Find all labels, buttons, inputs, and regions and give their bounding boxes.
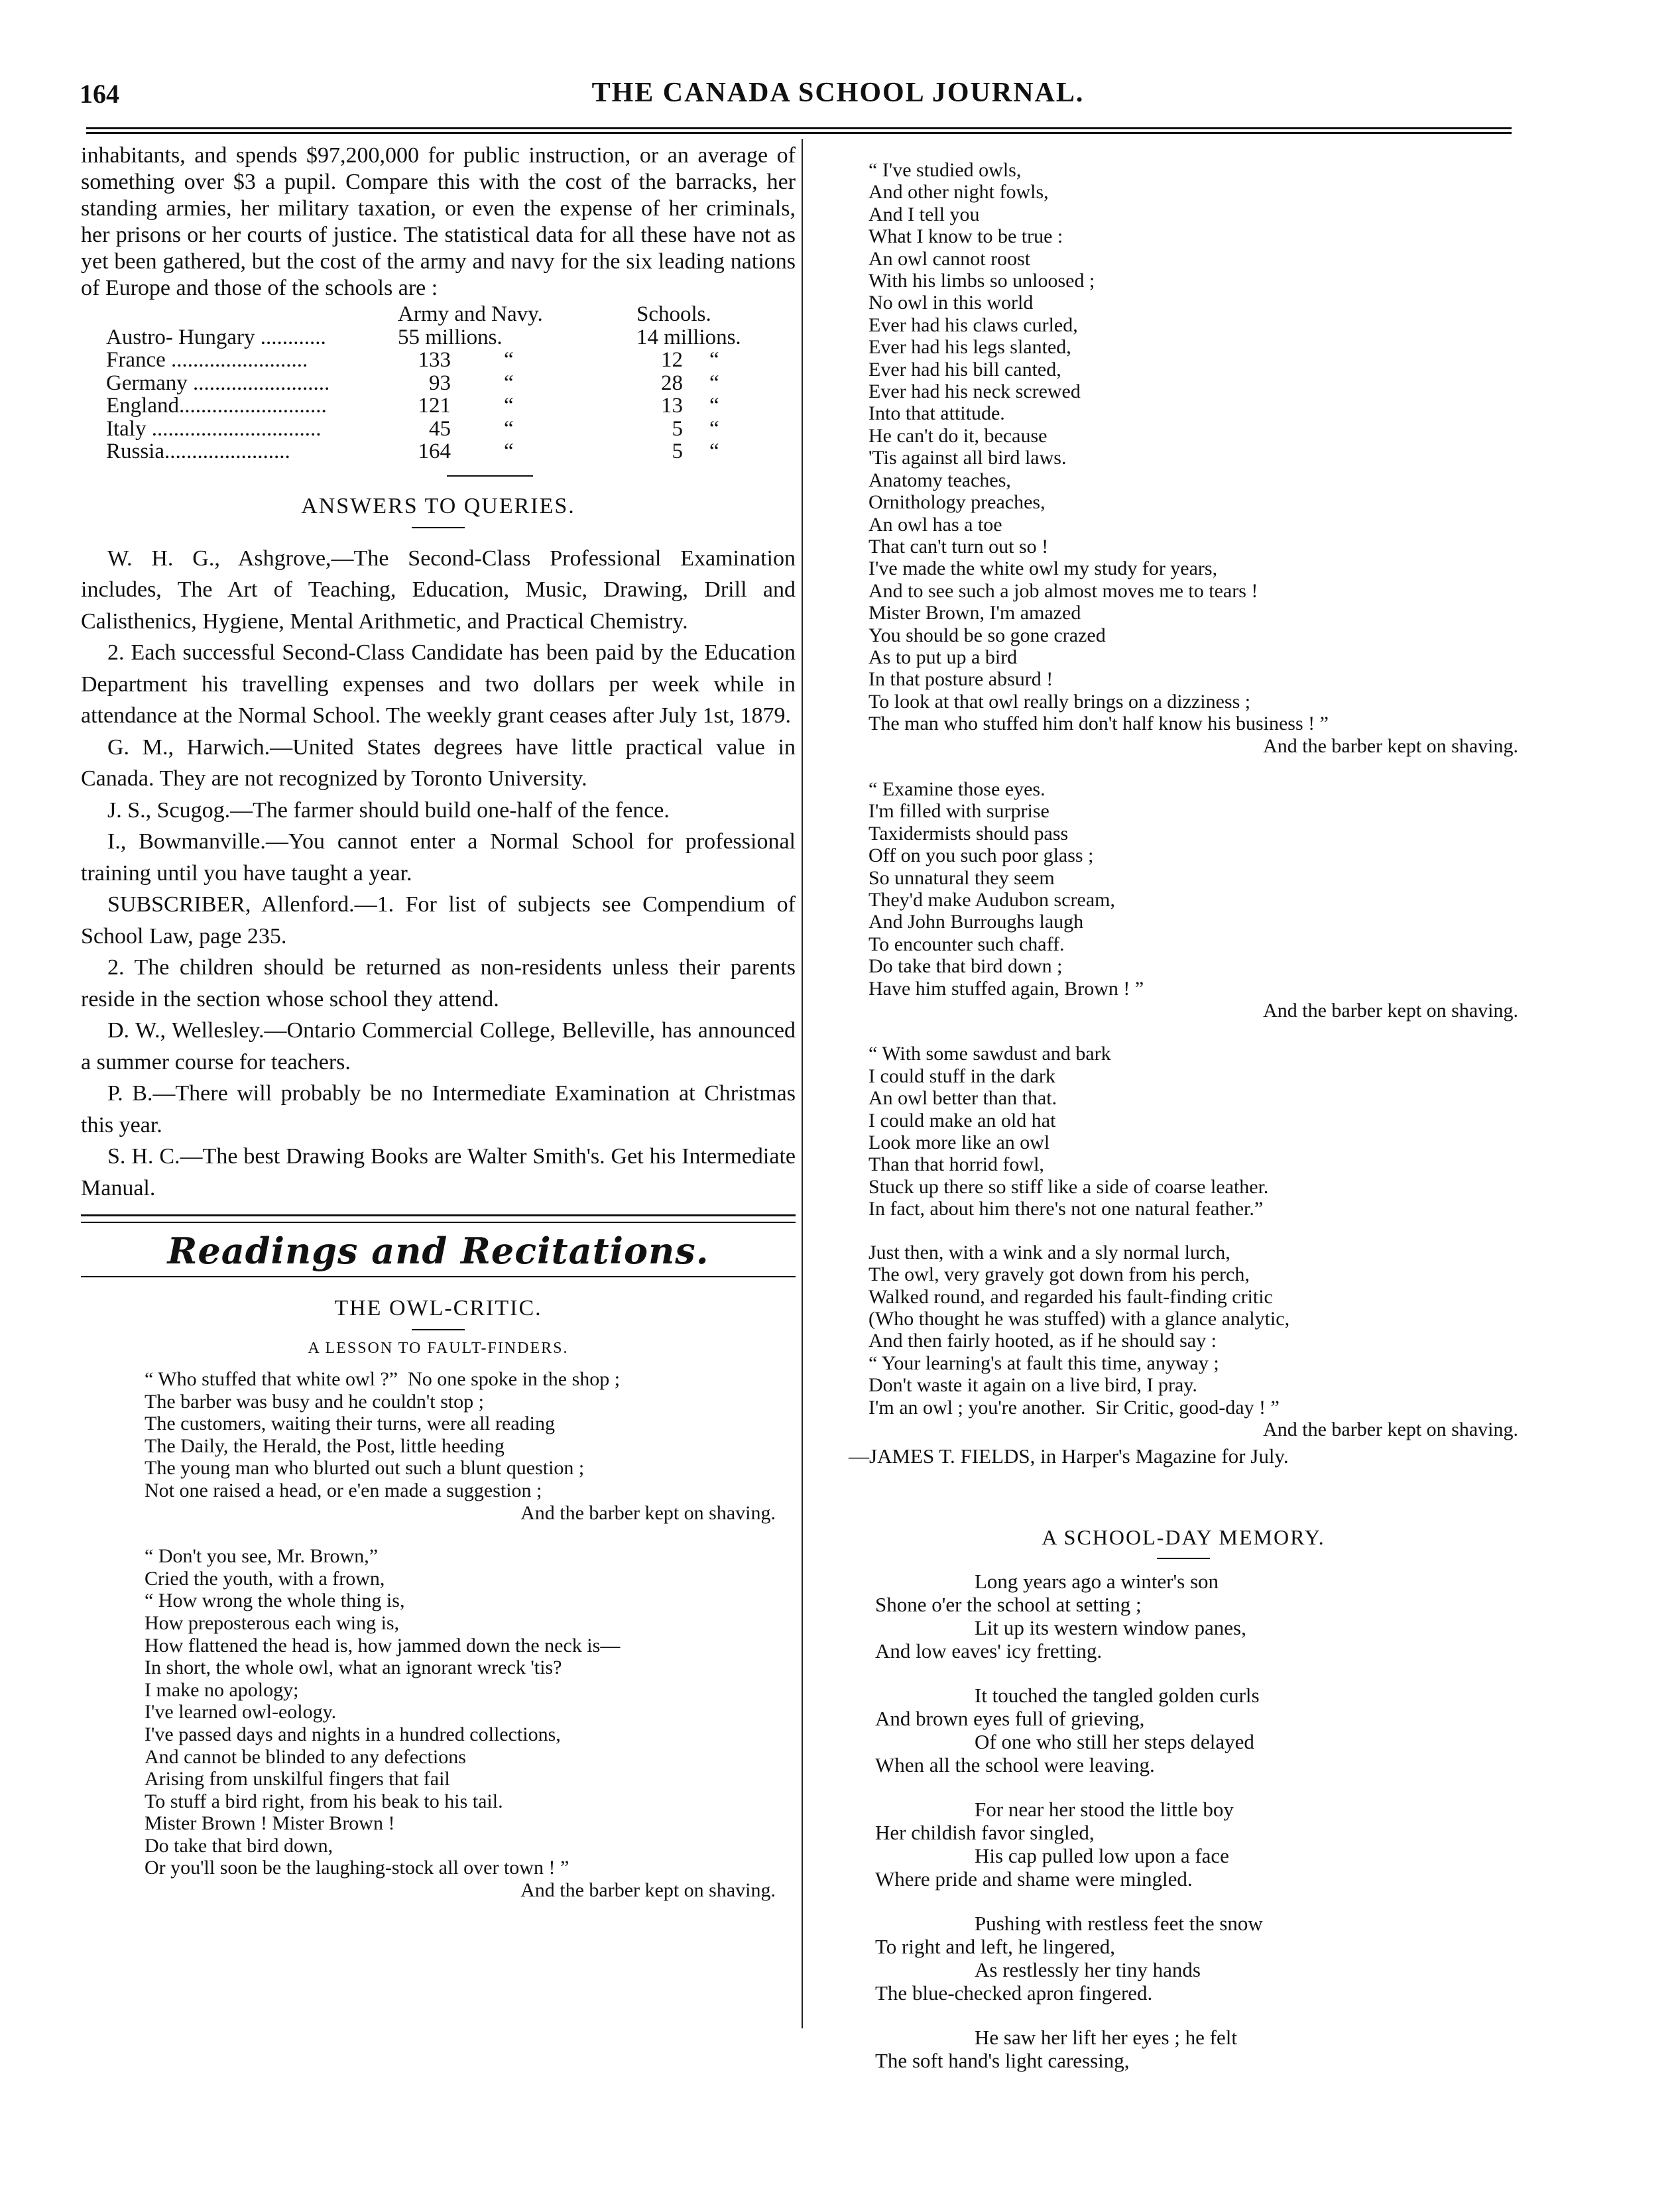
- memory-title-rule: [1157, 1558, 1210, 1559]
- army-cell: 55 millions.: [398, 325, 503, 349]
- army-schools-table: [106, 303, 741, 463]
- refrain-line: And the barber kept on shaving.: [1263, 1418, 1518, 1440]
- stanza-text: “ Who stuffed that white owl ?” No one spoke in the shop ; The barber was busy and he couldn't stop ; The customers, waiting their turns, were all reading The Daily, the Herald, the Post, little heeding The young man who blurted out such a blunt question ; Not one raised a head, or e'en made a suggestion ;: [145, 1368, 621, 1501]
- stanza-text: “ I've studied owls, And other night fowls, And I tell you What I know to be true : An owl cannot roost With his limbs so unloosed ; No owl in this world Ever had his claws curled, Ever had his legs slanted, Ever had his bill canted, Ever had his neck screwed Into that attitude. He can't do it, because 'Tis against all bird laws. Anatomy teaches, Ornithology preaches, An owl has a toe That can't turn out so ! I've made the white owl my study for years, And to see such a job almost moves me to tears ! Mister Brown, I'm amazed You should be so gone crazed As to put up a bird In that posture absurd ! To look at that owl really brings on a dizziness ; The man who stuffed him don't half know his business ! ”: [868, 159, 1329, 735]
- journal-title: THE CANADA SCHOOL JOURNAL.: [591, 78, 1085, 108]
- table-row: [106, 372, 741, 395]
- section-double-rule: [81, 1214, 796, 1223]
- answers-heading-rule: [412, 527, 465, 528]
- table-row: [106, 349, 741, 372]
- nation-cell: England...........................: [106, 394, 327, 418]
- page-number: 164: [80, 79, 119, 109]
- header-double-rule: [86, 127, 1512, 134]
- ditto-mark: “: [504, 416, 514, 441]
- owl-title-rule: [412, 1329, 465, 1330]
- army-cell: 45: [429, 416, 451, 441]
- table-row: [106, 326, 741, 349]
- memory-line: Long years ago a winter's son: [975, 1570, 1219, 1594]
- ditto-mark: “: [504, 348, 514, 372]
- nation-cell: Austro- Hungary ............: [106, 325, 326, 349]
- header-schools: Schools.: [636, 302, 711, 326]
- ditto-mark: “: [504, 394, 514, 418]
- answer-item: SUBSCRIBER, Allenford.—1. For list of subjects see Compendium of School Law, page 235.: [81, 892, 796, 949]
- answer-item: S. H. C.—The best Drawing Books are Walter Smith's. Get his Intermediate Manual.: [81, 1144, 796, 1200]
- owl-critic-subtitle: A LESSON TO FAULT-FINDERS.: [308, 1340, 569, 1357]
- memory-stanza: [849, 1912, 1518, 2005]
- schools-cell: 13: [661, 394, 683, 418]
- table-header-row: [106, 303, 741, 326]
- memory-line: As restlessly her tiny hands: [975, 1958, 1201, 1982]
- refrain-line: And the barber kept on shaving.: [520, 1879, 776, 1902]
- memory-stanza: [849, 1570, 1518, 1662]
- answer-item: P. B.—There will probably be no Intermediate Examination at Christmas this year.: [81, 1081, 796, 1137]
- schools-cell: 5: [672, 416, 683, 441]
- poem-stanza: [849, 1043, 1518, 1220]
- right-column: [849, 159, 1518, 2093]
- stanza-text: “ Don't you see, Mr. Brown,” Cried the youth, with a frown, “ How wrong the whole thing is, How preposterous each wing is, How flattened the head is, how jammed down the neck is— In short, the whole owl, what an ignorant wreck 'tis? I make no apology; I've learned owl-eology. I've passed days and nights in a hundred collections, And cannot be blinded to any defections Arising from unskilful fingers that fail To stuff a bird right, from his beak to his tail. Mister Brown ! Mister Brown ! Do take that bird down, Or you'll soon be the laughing-stock all over town ! ”: [145, 1545, 621, 1879]
- memory-line: Lit up its western window panes,: [975, 1616, 1246, 1640]
- memory-title: A SCHOOL-DAY MEMORY.: [1042, 1525, 1325, 1550]
- memory-stanza: [849, 1684, 1518, 1776]
- ditto-mark: “: [709, 394, 719, 418]
- answer-item: J. S., Scugog.—The farmer should build one-half of the fence.: [107, 797, 670, 823]
- answer-item: G. M., Harwich.—United States degrees have little practical value in Canada. They are not recognized by Toronto University.: [81, 734, 796, 791]
- table-end-rule: [447, 475, 533, 477]
- schools-cell: 28: [661, 371, 683, 395]
- memory-line: And brown eyes full of grieving,: [875, 1707, 1145, 1731]
- poem-stanza: [81, 1368, 796, 1524]
- schools-cell: 5: [672, 439, 683, 463]
- memory-line: His cap pulled low upon a face: [975, 1844, 1229, 1868]
- army-cell: 93: [429, 371, 451, 395]
- army-cell: 133: [418, 348, 451, 372]
- schools-cell: 14 millions.: [636, 325, 741, 349]
- memory-line: Of one who still her steps delayed: [975, 1730, 1254, 1754]
- poem-stanza: [849, 1242, 1518, 1441]
- memory-line: Shone o'er the school at setting ;: [875, 1593, 1142, 1617]
- army-cell: 121: [418, 394, 451, 418]
- readings-rule: [81, 1276, 796, 1277]
- memory-line: When all the school were leaving.: [875, 1753, 1155, 1777]
- memory-line: Pushing with restless feet the snow: [975, 1912, 1263, 1936]
- refrain-line: And the barber kept on shaving.: [520, 1501, 776, 1524]
- nation-cell: Germany .........................: [106, 371, 330, 395]
- memory-line: Where pride and shame were mingled.: [875, 1867, 1193, 1891]
- refrain-line: And the barber kept on shaving.: [1263, 1000, 1518, 1022]
- memory-line: Her childish favor singled,: [875, 1821, 1095, 1845]
- stanza-text: “ With some sawdust and bark I could stuff in the dark An owl better than that. I could make an old hat Look more like an owl Than that horrid fowl, Stuck up there so stiff like a side of coarse leather. In fact, about him there's not one natural feather.”: [868, 1043, 1269, 1220]
- ditto-mark: “: [709, 371, 719, 395]
- poem-stanza: [81, 1545, 796, 1902]
- memory-stanza: [849, 1798, 1518, 1891]
- nation-cell: Italy ...............................: [106, 416, 322, 441]
- poem-stanza: [849, 159, 1518, 757]
- answer-item: 2. The children should be returned as non-residents unless their parents reside in the section whose school they attend.: [81, 955, 796, 1012]
- left-column: [81, 143, 796, 1923]
- table-row: [106, 440, 741, 463]
- answers-heading: ANSWERS TO QUERIES.: [301, 493, 575, 518]
- memory-line: He saw her lift her eyes ; he felt: [975, 2026, 1237, 2050]
- refrain-line: And the barber kept on shaving.: [1263, 734, 1518, 757]
- column-divider: [802, 139, 803, 2028]
- ditto-mark: “: [504, 439, 514, 463]
- owl-critic-title: THE OWL-CRITIC.: [334, 1296, 542, 1320]
- table-row: [106, 394, 741, 418]
- army-cell: 164: [418, 439, 451, 463]
- intro-paragraph: inhabitants, and spends $97,200,000 for public instruction, or an average of something over $3 a pupil. Compare this with the cost of the barracks, her standing armies, her military taxation, or even the expense of her criminals, her prisons or her courts of justice. The statistical data for all these have not as yet been gathered, but the cost of the army and navy for the six leading nations of Europe and those of the schools are :: [81, 143, 796, 300]
- answer-item: I., Bowmanville.—You cannot enter a Normal School for professional training until you have taught a year.: [81, 829, 796, 886]
- memory-line: To right and left, he lingered,: [875, 1935, 1115, 1959]
- poem-attribution: —JAMES T. FIELDS, in Harper's Magazine for July.: [849, 1444, 1289, 1468]
- table-row: [106, 418, 741, 441]
- memory-line: And low eaves' icy fretting.: [875, 1639, 1103, 1663]
- memory-line: For near her stood the little boy: [975, 1798, 1234, 1822]
- answer-item: D. W., Wellesley.—Ontario Commercial College, Belleville, has announced a summer course for teachers.: [81, 1018, 796, 1075]
- ditto-mark: “: [709, 439, 719, 463]
- nation-cell: France .........................: [106, 348, 308, 372]
- readings-heading: Readings and Recitations.: [167, 1230, 709, 1272]
- stanza-text: Just then, with a wink and a sly normal lurch, The owl, very gravely got down from his perch, Walked round, and regarded his fault-finding critic (Who thought he was stuffed) with a glance analytic, And then fairly hooted, as if he should say : “ Your learning's at fault this time, anyway ; Don't waste it again on a live bird, I pray. I'm an owl ; you're another. Sir Critic, good-day ! ”: [868, 1241, 1290, 1419]
- nation-cell: Russia.......................: [106, 439, 290, 463]
- ditto-mark: “: [504, 371, 514, 395]
- memory-line: The blue-checked apron fingered.: [875, 1981, 1153, 2005]
- ditto-mark: “: [709, 416, 719, 441]
- header-army: Army and Navy.: [398, 302, 543, 326]
- poem-stanza: [849, 778, 1518, 1021]
- memory-stanza: [849, 2026, 1518, 2072]
- stanza-text: “ Examine those eyes. I'm filled with surprise Taxidermists should pass Off on you such poor glass ; So unnatural they seem They'd make Audubon scream, And John Burroughs laugh To encounter such chaff. Do take that bird down ; Have him stuffed again, Brown ! ”: [868, 778, 1144, 1000]
- ditto-mark: “: [709, 348, 719, 372]
- memory-line: The soft hand's light caressing,: [875, 2049, 1130, 2073]
- answer-item: W. H. G., Ashgrove,—The Second-Class Professional Examination includes, The Art of Teaching, Education, Music, Drawing, Drill and Calisthenics, Hygiene, Mental Arithmetic, and Practical Chemistry.: [81, 546, 796, 634]
- schools-cell: 12: [661, 348, 683, 372]
- memory-line: It touched the tangled golden curls: [975, 1684, 1260, 1708]
- answer-item: 2. Each successful Second-Class Candidate has been paid by the Education Department his travelling expenses and two dollars per week while in attendance at the Normal School. The weekly grant ceases after July 1st, 1879.: [81, 640, 796, 728]
